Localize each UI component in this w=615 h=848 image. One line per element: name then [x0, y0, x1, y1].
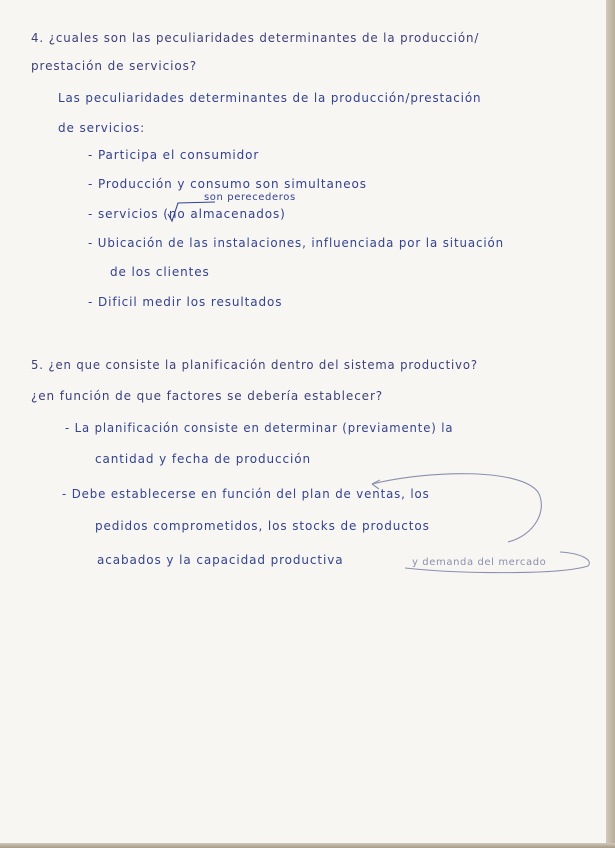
- question-4-line-2: prestación de servicios?: [31, 59, 197, 73]
- answer-4-item: - Participa el consumidor: [88, 148, 260, 162]
- answer-4-item: - servicios (no almacenados): [88, 207, 286, 221]
- answer-5-item: - La planificación consiste en determinar (previamente) la: [65, 421, 454, 435]
- question-5-line-2: ¿en función de que factores se debería establecer?: [31, 389, 384, 403]
- answer-5-item: acabados y la capacidad productiva: [97, 553, 344, 567]
- answer-4-item: - Dificil medir los resultados: [88, 295, 283, 309]
- answer-4-annotation: son perecederos: [204, 192, 296, 203]
- answer-5-annotation: y demanda del mercado: [412, 557, 547, 568]
- question-4-line-1: 4. ¿cuales son las peculiaridades determinantes de la producción/: [31, 31, 480, 45]
- answer-5-item: - Debe establecerse en función del plan de ventas, los: [62, 487, 430, 501]
- answer-5-item: cantidad y fecha de producción: [95, 452, 312, 466]
- answer-5-item: pedidos comprometidos, los stocks de productos: [95, 519, 430, 533]
- answer-4-item: de los clientes: [110, 265, 210, 279]
- question-5-line-1: 5. ¿en que consiste la planificación dentro del sistema productivo?: [31, 358, 478, 372]
- answer-4-item: - Producción y consumo son simultaneos: [88, 177, 367, 191]
- page-edge-right: [606, 0, 615, 848]
- answer-4-intro-line-1: Las peculiaridades determinantes de la producción/prestación: [58, 91, 482, 105]
- page-edge-bottom: [0, 843, 615, 848]
- answer-4-intro-line-2: de servicios:: [58, 121, 146, 135]
- answer-4-item: - Ubicación de las instalaciones, influenciada por la situación: [88, 236, 505, 250]
